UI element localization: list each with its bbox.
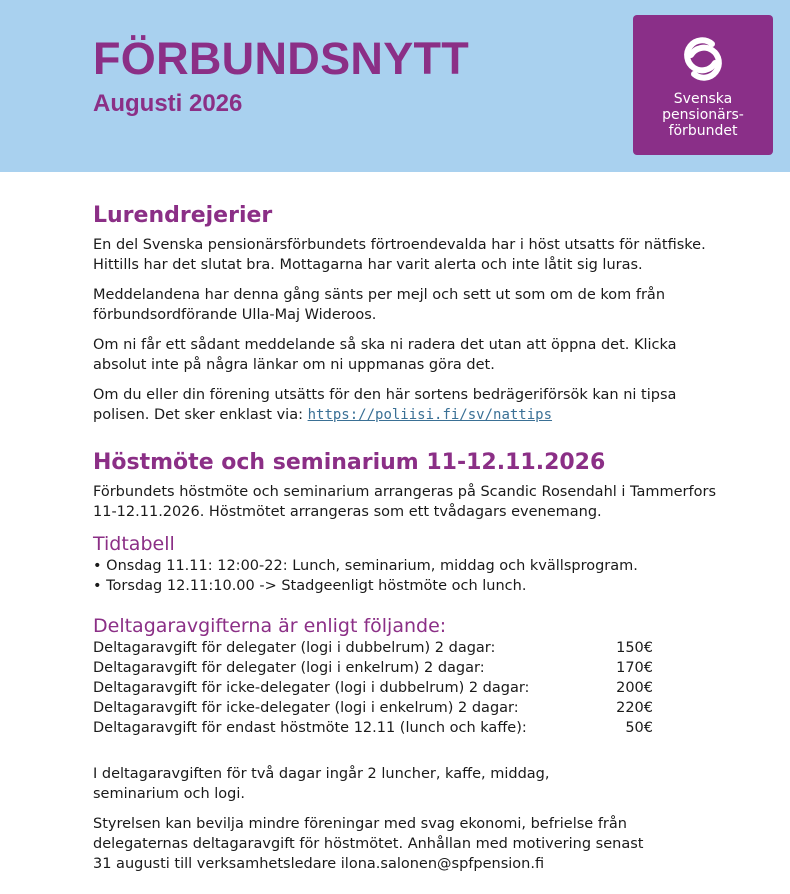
meeting-intro: Förbundets höstmöte och seminarium arrangeras på Scandic Rosendahl i Tammerfors 11-12.11.2026. Höstmötet arrangeras som ett tvådagars evenemang.: [93, 484, 716, 520]
schedule-item: • Onsdag 11.11: 12:00-22: Lunch, seminarium, middag och kvällsprogram.: [93, 558, 638, 574]
newsletter-title: FÖRBUNDSNYTT: [93, 33, 470, 84]
logo-line-3: förbundet: [668, 123, 738, 139]
fee-inclusion-note: I deltagaravgiften för två dagar ingår 2 luncher, kaffe, middag, seminarium och logi.: [93, 766, 550, 802]
article-body: [93, 200, 733, 874]
fee-amount: 170€: [616, 660, 653, 676]
section-heading-meeting: Höstmöte och seminarium 11-12.11.2026: [93, 450, 606, 475]
fee-row: [93, 658, 733, 678]
schedule-heading: Tidtabell: [93, 533, 175, 555]
fee-label: Deltagaravgift för endast höstmöte 12.11 (lunch och kaffe):: [93, 720, 527, 736]
scam-paragraph-2: Meddelandena har denna gång sänts per mejl och sett ut som om de kom från förbundsordförande Ulla-Maj Wideroos.: [93, 287, 666, 323]
fee-label: Deltagaravgift för icke-delegater (logi i dubbelrum) 2 dagar:: [93, 680, 530, 696]
fee-label: Deltagaravgift för icke-delegater (logi i enkelrum) 2 dagar:: [93, 700, 519, 716]
fee-amount: 50€: [625, 720, 653, 736]
fee-label: Deltagaravgift för delegater (logi i enkelrum) 2 dagar:: [93, 660, 485, 676]
scam-paragraph-1: En del Svenska pensionärsförbundets förtroendevalda har i höst utsatts för nätfiske. Hittills har det slutat bra. Mottagarna har varit alerta och inte låtit sig luras.: [93, 237, 706, 273]
fee-amount: 150€: [616, 640, 653, 656]
schedule-item: • Torsdag 12.11:10.00 -> Stadgeenligt höstmöte och lunch.: [93, 578, 527, 594]
fee-label: Deltagaravgift för delegater (logi i dubbelrum) 2 dagar:: [93, 640, 496, 656]
header-banner: [0, 0, 790, 172]
police-tips-link[interactable]: https://poliisi.fi/sv/nattips: [307, 407, 553, 423]
scam-paragraph-3: Om ni får ett sådant meddelande så ska ni radera det utan att öppna det. Klicka absolut inte på några länkar om ni uppmanas göra det.: [93, 337, 677, 373]
logo-line-1: Svenska: [673, 91, 733, 107]
fees-heading: Deltagaravgifterna är enligt följande:: [93, 615, 447, 637]
scam-paragraph-4-text: Om du eller din förening utsätts för den här sortens bedrägeriförsök kan ni tipsa polisen. Det sker enklast via:: [93, 387, 677, 423]
fee-row: [93, 698, 733, 718]
fee-amount: 220€: [616, 700, 653, 716]
fee-row: [93, 638, 733, 658]
fee-row: [93, 718, 733, 738]
fee-exemption-note: Styrelsen kan bevilja mindre föreningar med svag ekonomi, befrielse från delegaternas deltagaravgift för höstmötet. Anhållan med motivering senast 31 augusti till verksamhetsledare ilona.salonen@spfpension.fi: [93, 816, 644, 872]
logo-rings-icon: [679, 33, 727, 85]
logo-line-2: pensionärs-: [662, 107, 744, 123]
scam-paragraph-4: [93, 385, 733, 425]
fee-amount: 200€: [616, 680, 653, 696]
schedule-list: [93, 556, 733, 596]
newsletter-date: Augusti 2026: [93, 90, 243, 117]
section-heading-scam: Lurendrejerier: [93, 203, 273, 228]
fees-table: [93, 638, 733, 738]
organization-logo: [633, 15, 773, 155]
fee-row: [93, 678, 733, 698]
